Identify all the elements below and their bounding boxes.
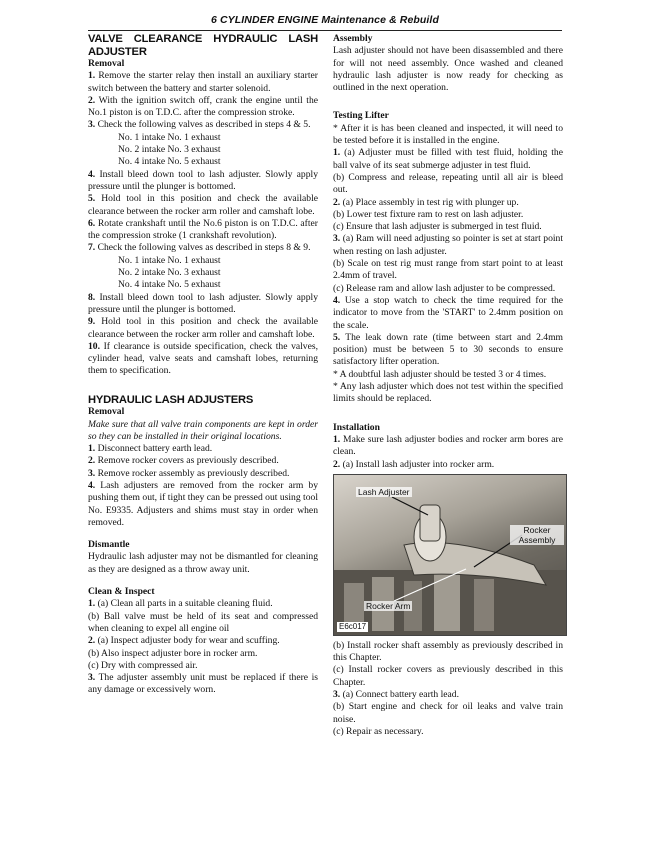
label-rocker-arm: Rocker Arm [366, 600, 411, 611]
step-4: 4. Install bleed down tool to lash adjuster. Slowly apply pressure until the plunger is bottomed. [88, 168, 318, 192]
removal-step-1: 1. Disconnect battery earth lead. [88, 443, 213, 455]
test-step-2: 2. (a) Place assembly in test rig with plunger up. [333, 196, 519, 208]
valve-list-item: No. 1 intake No. 1 exhaust [118, 131, 221, 143]
valve-list-item: No. 2 intake No. 3 exhaust [118, 144, 221, 156]
removal-step-4: 4. Lash adjusters are removed from the rocker arm by pushing them out, if tight they can be pressed out using tool No. E9335. Adjusters and shims must stay in order when removed. [88, 480, 318, 528]
testing-note-1: * After it is has been cleaned and inspected, it will need to be tested before it is installed in the engine. [333, 122, 563, 147]
valve-list-item: No. 1 intake No. 1 exhaust [118, 254, 221, 266]
install-step-2b: (b) Install rocker shaft assembly as previously described in this Chapter. [333, 639, 563, 664]
step-10: 10. If clearance is outside specification, check the valves, cylinder head, valve seats and camshaft lobes, returning them to specification. [88, 340, 318, 377]
step-5: 5. Hold tool in this position and check the available clearance between the rocker arm roller and camshaft lobe. [88, 193, 318, 217]
install-step-3b: (b) Start engine and check for oil leaks and valve train noise. [333, 701, 563, 725]
clean-step-3: 3. The adjuster assembly unit must be replaced if there is any damage or excessively worn. [88, 672, 318, 696]
assembly-text: Lash adjuster should not have been disassembled and there for will not need assembly. Once washed and cleaned hydraulic lash adjuster is now ready for checking as outlined in the next operation. [333, 45, 563, 94]
step-8: 8. Install bleed down tool to lash adjuster. Slowly apply pressure until the plunger is bottomed. [88, 291, 318, 315]
lash-adjuster-photo [333, 474, 567, 636]
clean-step-1b: (b) Ball valve must be held of its seat and compressed when cleaning to expel all engine oil [88, 610, 318, 634]
clean-step-2b: (b) Also inspect adjuster bore in rocker arm. [88, 647, 258, 659]
clean-inspect-heading: Clean & Inspect [88, 586, 155, 598]
install-step-3c: (c) Repair as necessary. [333, 725, 424, 737]
figure-code: E6c017 [339, 621, 367, 631]
valve-list-item: No. 4 intake No. 5 exhaust [118, 156, 221, 168]
header-rule [88, 30, 562, 31]
label-lash-adjuster: Lash Adjuster [358, 486, 410, 497]
removal2-heading: Removal [88, 406, 125, 418]
step-6: 6. Rotate crankshaft until the No.6 piston is on T.D.C. after the compression stroke (1 crankshaft revolution). [88, 217, 318, 242]
test-step-1: 1. (a) Adjuster must be filled with test fluid, holding the ball valve of its seat submerge adjuster in test fluid. [333, 147, 563, 171]
dismantle-text: Hydraulic lash adjuster may not be dismantled for cleaning as they are designed as a throw away unit. [88, 551, 318, 575]
testing-note-3: * Any lash adjuster which does not test within the specified limits should be replaced. [333, 381, 563, 405]
step-7: 7. Check the following valves as described in steps 8 & 9. [88, 242, 311, 254]
removal2-note: Make sure that all valve train components are kept in order so they can be installed in their original locations. [88, 418, 318, 442]
removal-heading: Removal [88, 58, 125, 69]
install-step-2: 2. (a) Install lash adjuster into rocker arm. [333, 458, 495, 470]
test-step-4: 4. Use a stop watch to check the time required for the indicator to move from the 'START' to 2.4mm position on the scale. [333, 294, 563, 331]
install-step-1: 1. Make sure lash adjuster bodies and rocker arm bores are clean. [333, 433, 563, 458]
installation-heading: Installation [333, 421, 380, 433]
dismantle-heading: Dismantle [88, 539, 130, 551]
install-step-2c: (c) Install rocker covers as previously described in this Chapter. [333, 664, 563, 688]
label-rocker-assembly: Rocker Assembly [510, 525, 564, 545]
step-2: 2. With the ignition switch off, crank the engine until the No.1 piston is on T.D.C. after the compression stroke. [88, 94, 318, 119]
test-step-5: 5. The leak down rate (time between start and 2.4mm position) must be between 5 to 30 seconds to ensure satisfactory lifter operation. [333, 331, 563, 368]
step-3: 3. Check the following valves as described in steps 4 & 5. [88, 119, 311, 131]
page-header: 6 CYLINDER ENGINE Maintenance & Rebuild [211, 14, 439, 26]
removal-step-2: 2. Remove rocker covers as previously described. [88, 455, 279, 467]
test-step-3: 3. (a) Ram will need adjusting so pointer is set at start point when resting on lash adjuster. [333, 233, 563, 257]
valve-list-item: No. 2 intake No. 3 exhaust [118, 267, 221, 279]
clean-step-2: 2. (a) Inspect adjuster body for wear and scuffing. [88, 635, 280, 647]
test-step-2c: (c) Ensure that lash adjuster is submerged in test fluid. [333, 221, 542, 233]
removal-step-3: 3. Remove rocker assembly as previously described. [88, 467, 290, 479]
step-9: 9. Hold tool in this position and check the available clearance between the rocker arm roller and camshaft lobe. [88, 316, 318, 340]
section-title-valve-clearance: VALVE CLEARANCE HYDRAULIC LASH ADJUSTER [88, 33, 318, 58]
assembly-heading: Assembly [333, 33, 373, 44]
testing-heading: Testing Lifter [333, 110, 389, 122]
clean-step-1: 1. (a) Clean all parts in a suitable cleaning fluid. [88, 598, 273, 610]
step-1: 1. Remove the starter relay then install an auxiliary starter switch between the battery and starter solenoid. [88, 70, 318, 94]
rocker-assembly-illustration [334, 475, 566, 635]
clean-step-2c: (c) Dry with compressed air. [88, 659, 198, 671]
right-column [333, 33, 563, 738]
test-step-2b: (b) Lower test fixture ram to rest on lash adjuster. [333, 208, 524, 220]
test-step-3c: (c) Release ram and allow lash adjuster to be compressed. [333, 282, 556, 294]
left-column [88, 33, 318, 697]
test-step-3b: (b) Scale on test rig must range from start point to at least 2.4mm of travel. [333, 258, 563, 282]
valve-list-item: No. 4 intake No. 5 exhaust [118, 279, 221, 291]
section-title-hydraulic-lash: HYDRAULIC LASH ADJUSTERS [88, 393, 254, 406]
test-step-1b: (b) Compress and release, repeating until all air is bleed out. [333, 171, 563, 196]
install-step-3: 3. (a) Connect battery earth lead. [333, 688, 460, 700]
testing-note-2: * A doubtful lash adjuster should be tested 3 or 4 times. [333, 368, 547, 380]
